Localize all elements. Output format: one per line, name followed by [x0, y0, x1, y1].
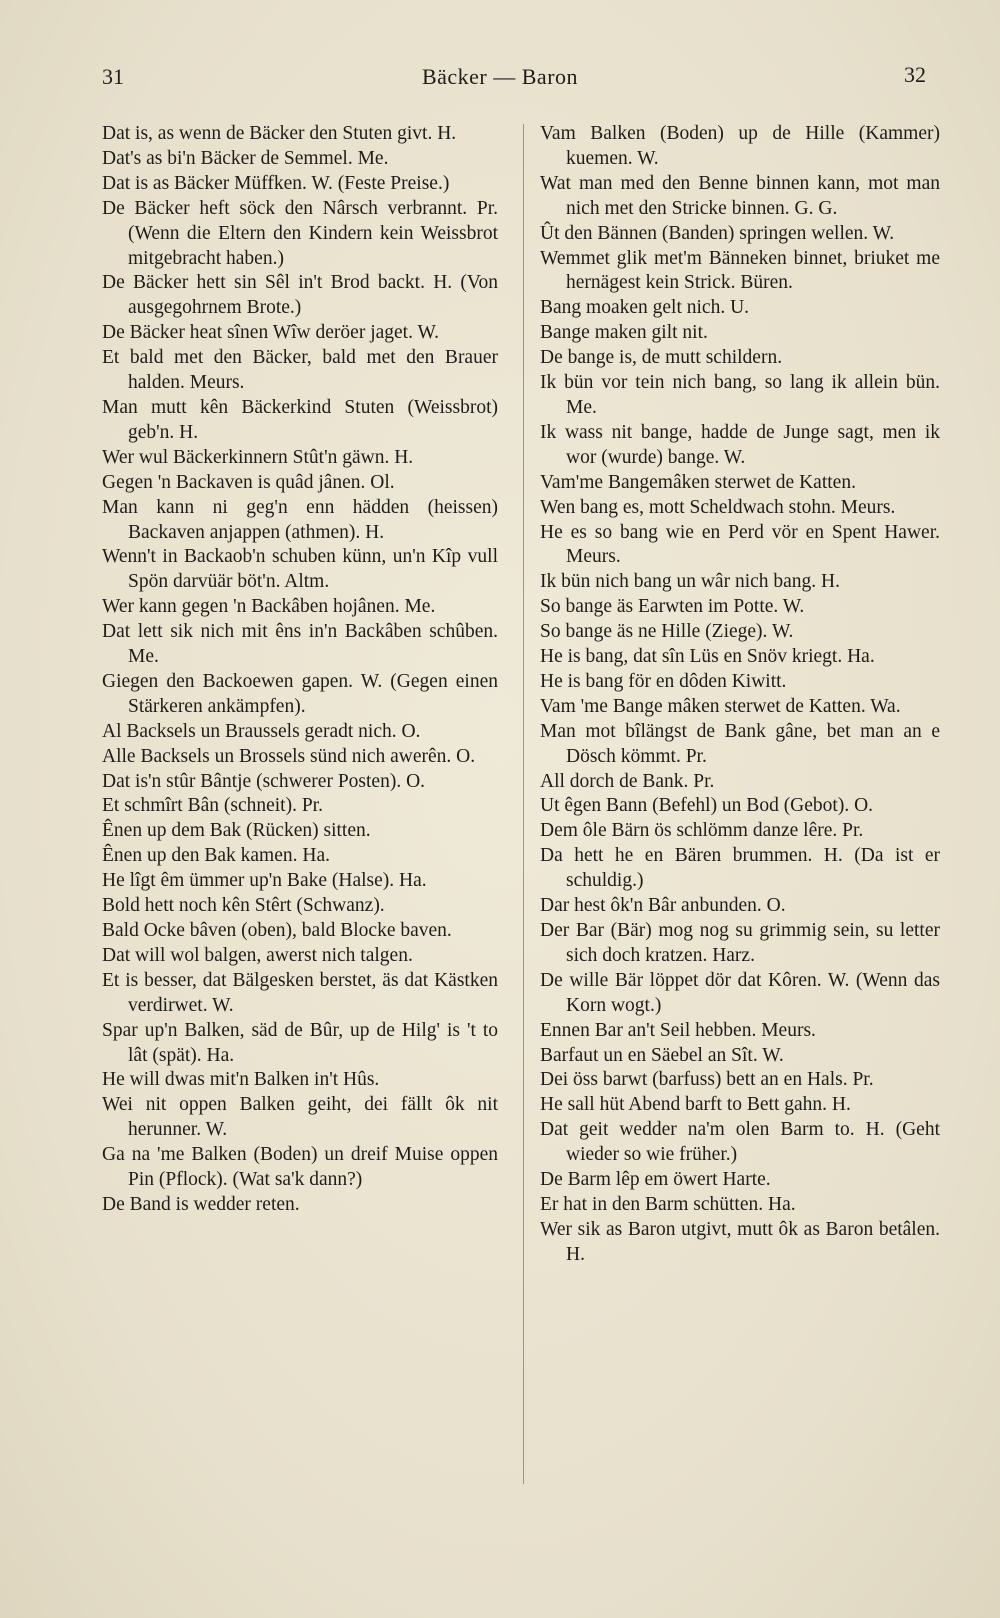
- proverb-entry: Spar up'n Balken, säd de Bûr, up de Hilg' is 't to lât (spät). Ha.: [102, 1019, 498, 1066]
- proverb-entry: Wemmet glik met'm Bänneken binnet, briuket me hernägest kein Strick. Büren.: [540, 247, 940, 294]
- proverb-entry: Ênen up den Bak kamen. Ha.: [102, 845, 330, 867]
- proverb-entry: Ênen up dem Bak (Rücken) sitten.: [102, 820, 371, 842]
- proverb-entry: De Bäcker heat sînen Wîw deröer jaget. W.: [102, 322, 439, 344]
- proverb-entry: Alle Backsels un Brossels sünd nich awerên. O.: [102, 745, 476, 767]
- proverb-entry: Dat is'n stûr Bântje (schwerer Posten). O.: [102, 770, 426, 792]
- proverb-entry: So bange äs Earwten im Potte. W.: [540, 596, 805, 618]
- proverb-entry: He is bang för en dôden Kiwitt.: [540, 670, 787, 692]
- proverb-entry: De Bäcker heft söck den Nârsch verbrannt. Pr. (Wenn die Eltern den Kindern kein Weissbrot mitgebracht haben.): [102, 197, 498, 269]
- proverb-entry: Vam Balken (Boden) up de Hille (Kammer) kuemen. W.: [540, 123, 940, 169]
- proverb-entry: Ik bün vor tein nich bang, so lang ik allein bün. Me.: [540, 372, 940, 418]
- proverb-entry: Et is besser, dat Bälgesken berstet, äs dat Kästken verdirwet. W.: [102, 969, 498, 1016]
- right-column-proverbs: [540, 122, 940, 1268]
- proverb-entry: De Bäcker hett sin Sêl in't Brod backt. H. (Von ausgegohrnem Brote.): [102, 272, 498, 319]
- proverb-entry: Wer sik as Baron utgivt, mutt ôk as Baron betâlen. H.: [540, 1218, 940, 1265]
- proverb-entry: De Barm lêp em öwert Harte.: [540, 1169, 771, 1191]
- proverb-entry: De bange is, de mutt schildern.: [540, 347, 783, 369]
- proverb-entry: Dat will wol balgen, awerst nich talgen.: [102, 944, 413, 966]
- proverb-entry: Et schmîrt Bân (schneit). Pr.: [102, 795, 323, 817]
- proverb-entry: He es so bang wie en Perd vör en Spent Hawer. Meurs.: [540, 521, 940, 568]
- proverb-entry: Dat's as bi'n Bäcker de Semmel. Me.: [102, 147, 389, 169]
- proverb-entry: Wat man med den Benne binnen kann, mot man nich met den Stricke binnen. G. G.: [540, 172, 940, 219]
- proverb-entry: Ût den Bännen (Banden) springen wellen. W.: [540, 222, 895, 244]
- proverb-entry: Ennen Bar an't Seil hebben. Meurs.: [540, 1019, 816, 1041]
- proverb-entry: Dat lett sik nich mit êns in'n Backâben schûben. Me.: [102, 621, 498, 668]
- proverb-entry: De wille Bär löppet dör dat Kôren. W. (Wenn das Korn wogt.): [540, 969, 940, 1016]
- proverb-entry: Gegen 'n Backaven is quâd jânen. Ol.: [102, 471, 395, 493]
- left-column-proverbs: [102, 122, 498, 1218]
- page-number-right: 32: [904, 62, 926, 87]
- proverb-entry: Er hat in den Barm schütten. Ha.: [540, 1193, 796, 1215]
- proverb-entry: All dorch de Bank. Pr.: [540, 770, 715, 792]
- proverb-entry: Dei öss barwt (barfuss) bett an en Hals. Pr.: [540, 1069, 874, 1091]
- proverb-entry: Ik bün nich bang un wâr nich bang. H.: [540, 571, 841, 593]
- proverb-entry: Vam'me Bangemâken sterwet de Katten.: [540, 471, 856, 493]
- proverb-entry: Et bald met den Bäcker, bald met den Brauer halden. Meurs.: [102, 347, 498, 394]
- proverb-entry: Man mutt kên Bäckerkind Stuten (Weissbrot) geb'n. H.: [102, 396, 498, 443]
- proverb-entry: So bange äs ne Hille (Ziege). W.: [540, 621, 794, 643]
- proverb-entry: Wer kann gegen 'n Backâben hojânen. Me.: [102, 596, 436, 618]
- proverb-entry: Bange maken gilt nit.: [540, 322, 708, 344]
- proverb-entry: He will dwas mit'n Balken in't Hûs.: [102, 1069, 380, 1091]
- proverb-entry: Bald Ocke bâven (oben), bald Blocke baven.: [102, 920, 452, 941]
- proverb-entry: Wenn't in Backaob'n schuben künn, un'n Kîp vull Spön darvüär böt'n. Altm.: [102, 546, 498, 593]
- proverb-entry: Dem ôle Bärn ös schlömm danze lêre. Pr.: [540, 820, 864, 842]
- column-divider: [523, 124, 524, 1484]
- proverb-entry: Dat is, as wenn de Bäcker den Stuten givt. H.: [102, 123, 457, 144]
- proverb-entry: He lîgt êm ümmer up'n Bake (Halse). Ha.: [102, 870, 427, 892]
- proverb-entry: Bang moaken gelt nich. U.: [540, 297, 750, 319]
- proverb-entry: Wen bang es, mott Scheldwach stohn. Meurs.: [540, 496, 896, 518]
- proverb-entry: Dat geit wedder na'm olen Barm to. H. (Geht wieder so wie früher.): [540, 1119, 940, 1166]
- proverb-entry: De Band is wedder reten.: [102, 1193, 300, 1215]
- proverb-entry: Wei nit oppen Balken geiht, dei fällt ôk nit herunner. W.: [102, 1094, 498, 1141]
- proverb-entry: Ga na 'me Balken (Boden) un dreif Muise oppen Pin (Pflock). (Wat sa'k dann?): [102, 1144, 498, 1191]
- proverb-entry: Barfaut un en Säebel an Sît. W.: [540, 1044, 784, 1066]
- proverb-entry: Man kann ni geg'n enn hädden (heissen) Backaven anjappen (athmen). H.: [102, 496, 498, 543]
- proverb-entry: Dat is as Bäcker Müffken. W. (Feste Preise.): [102, 172, 450, 194]
- proverb-entry: Der Bar (Bär) mog nog su grimmig sein, su letter sich doch kratzen. Harz.: [540, 920, 940, 966]
- proverb-entry: He sall hüt Abend barft to Bett gahn. H.: [540, 1094, 851, 1116]
- proverb-entry: Vam 'me Bange mâken sterwet de Katten. Wa.: [540, 695, 901, 717]
- running-title: Bäcker — Baron: [421, 64, 579, 89]
- proverb-entry: Bold hett noch kên Stêrt (Schwanz).: [102, 895, 385, 917]
- proverb-entry: Dar hest ôk'n Bâr anbunden. O.: [540, 895, 786, 917]
- proverb-entry: Da hett he en Bären brummen. H. (Da ist er schuldig.): [540, 845, 940, 892]
- proverb-entry: Wer wul Bäckerkinnern Stût'n gäwn. H.: [102, 446, 414, 468]
- proverb-entry: Ik wass nit bange, hadde de Junge sagt, men ik wor (wurde) bange. W.: [540, 421, 940, 468]
- proverb-entry: Al Backsels un Braussels geradt nich. O.: [102, 720, 421, 742]
- page-number-left: 31: [102, 64, 124, 89]
- proverb-entry: Giegen den Backoewen gapen. W. (Gegen einen Stärkeren ankämpfen).: [102, 670, 498, 717]
- proverb-entry: Ut êgen Bann (Befehl) un Bod (Gebot). O.: [540, 795, 874, 817]
- proverb-entry: Man mot bîlängst de Bank gâne, bet man an e Dösch kömmt. Pr.: [540, 720, 940, 767]
- running-header: [0, 60, 1000, 96]
- proverb-entry: He is bang, dat sîn Lüs en Snöv kriegt. Ha.: [540, 646, 875, 668]
